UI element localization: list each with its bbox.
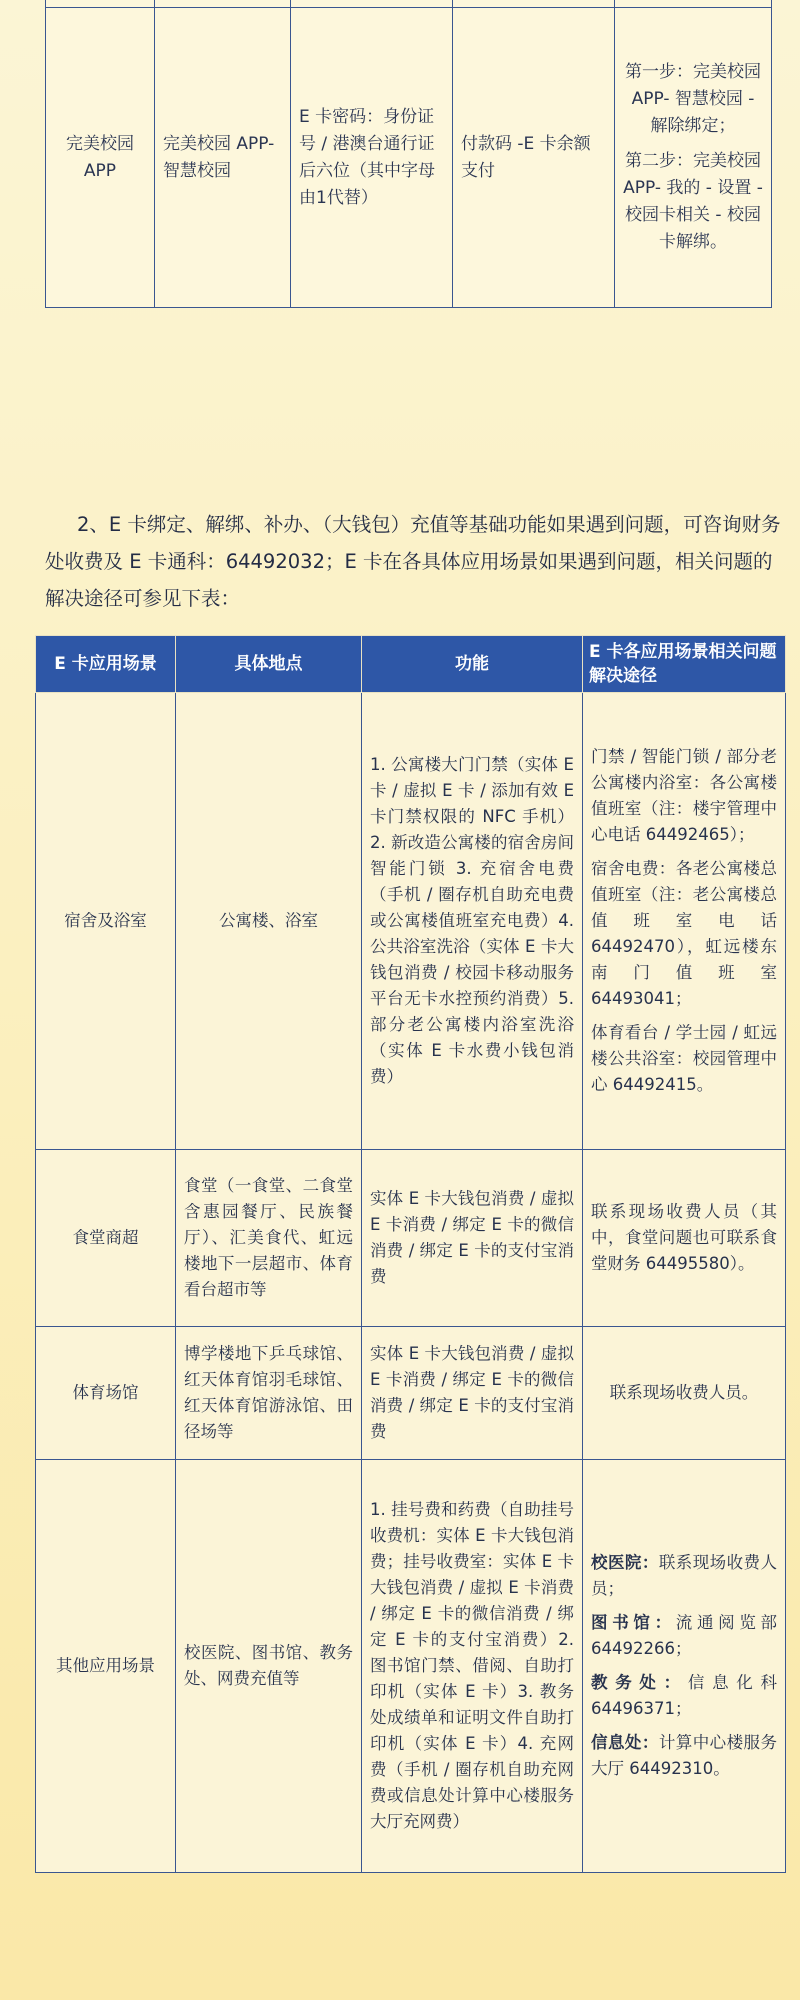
table-row [36,1460,786,1873]
table-row [36,693,786,1150]
password-cell: E 卡密码：身份证号 / 港澳台通行证后六位（其中字母由1代替） [291,8,453,308]
solution-label: 图书馆： [591,1613,676,1632]
function-cell: 实体 E 卡大钱包消费 / 虚拟 E 卡消费 / 绑定 E 卡的微信消费 / 绑定 E 卡的支付宝消费 [362,1327,583,1460]
payment-cell: 付款码 -E 卡余额支付 [453,8,615,308]
solution-item [591,1730,777,1782]
solution-label: 教务处： [591,1673,688,1692]
location-cell: 博学楼地下乒乓球馆、红天体育馆羽毛球馆、红天体育馆游泳馆、田径场等 [176,1327,362,1460]
unbind-step-2: 第二步：完美校园 APP- 我的 - 设置 - 校园卡相关 - 校园卡解绑。 [623,151,763,252]
header-location: 具体地点 [176,636,362,693]
header-solution: E 卡各应用场景相关问题解决途径 [583,636,786,693]
location-cell: 食堂（一食堂、二食堂含惠园餐厅、民族餐厅）、汇美食代、虹远楼地下一层超市、体育看台超市等 [176,1150,362,1327]
solution-text: 信息化科 64496371； [591,1673,778,1718]
solution-label: 校医院： [591,1553,659,1572]
solution-line: 体育看台 / 学士园 / 虹远楼公共浴室：校园管理中心 64492415。 [591,1023,777,1094]
function-cell: 实体 E 卡大钱包消费 / 虚拟 E 卡消费 / 绑定 E 卡的微信消费 / 绑定 E 卡的支付宝消费 [362,1150,583,1327]
solution-item [591,1550,777,1602]
unbind-steps-cell [615,8,772,308]
top-table [45,0,772,308]
solution-item [591,1670,777,1722]
scene-cell: 食堂商超 [36,1150,176,1327]
paragraph-text: 2、E 卡绑定、解绑、补办、（大钱包）充值等基础功能如果遇到问题，可咨询财务处收费及 E 卡通科：64492032；E 卡在各具体应用场景如果遇到问题，相关问题的解决途径可参见下表： [45,513,781,610]
solution-cell [583,1460,786,1873]
table-row [46,8,772,308]
solution-cell [583,1150,786,1327]
solution-text: 联系现场收费人员； [591,1553,778,1598]
solution-line: 宿舍电费：各老公寓楼总值班室（注：老公寓楼总值班室电话 64492470），虹远楼东南门值班室 64493041； [591,859,777,1008]
platform-cell: 完美校园APP [46,8,155,308]
solution-text: 计算中心楼服务大厅 64492310。 [591,1733,778,1778]
function-cell: 1. 挂号费和药费（自助挂号收费机：实体 E 卡大钱包消费；挂号收费室：实体 E 卡大钱包消费 / 虚拟 E 卡消费 / 绑定 E 卡的微信消费 / 绑定 E 卡的支付宝消费）2. 图书馆门禁、借阅、自助打印机（实体 E 卡）3. 教务处成绩单和证明文件自助打印机（实体 E 卡）4. 充网费（手机 / 圈存机自助充网费或信息处计算中心楼服务大厅充网费） [362,1460,583,1873]
unbind-step-1: 第一步：完美校园 APP- 智慧校园 - 解除绑定； [625,62,761,136]
scene-cell: 体育场馆 [36,1327,176,1460]
solution-line: 联系现场收费人员。 [609,1383,759,1402]
location-cell: 公寓楼、浴室 [176,693,362,1150]
table-row [36,1327,786,1460]
entry-cell: 完美校园 APP-智慧校园 [155,8,291,308]
instruction-paragraph [45,506,785,617]
solution-text: 流通阅览部 64492266； [591,1613,777,1658]
scene-cell: 其他应用场景 [36,1460,176,1873]
solution-cell [583,1327,786,1460]
table-row [36,1150,786,1327]
solution-label: 信息处： [591,1733,659,1752]
header-scene: E 卡应用场景 [36,636,176,693]
main-table [35,635,786,1873]
scene-cell: 宿舍及浴室 [36,693,176,1150]
solution-line: 门禁 / 智能门锁 / 部分老公寓楼内浴室：各公寓楼值班室（注：楼宇管理中心电话 64492465）； [591,747,777,844]
solution-line: 联系现场收费人员（其中，食堂问题也可联系食堂财务 64495580）。 [591,1202,777,1273]
solution-cell [583,693,786,1150]
solution-item [591,1610,777,1662]
top-table-stub-row [46,0,772,8]
header-row [36,636,786,693]
header-function: 功能 [362,636,583,693]
location-cell: 校医院、图书馆、教务处、网费充值等 [176,1460,362,1873]
function-cell: 1. 公寓楼大门门禁（实体 E 卡 / 虚拟 E 卡 / 添加有效 E 卡门禁权限的 NFC 手机）2. 新改造公寓楼的宿舍房间智能门锁 3. 充宿舍电费（手机 / 圈存机自助充电费或公寓楼值班室充电费）4. 公共浴室洗浴（实体 E 卡大钱包消费 / 校园卡移动服务平台无卡水控预约消费）5. 部分老公寓楼内浴室洗浴（实体 E 卡水费小钱包消费） [362,693,583,1150]
